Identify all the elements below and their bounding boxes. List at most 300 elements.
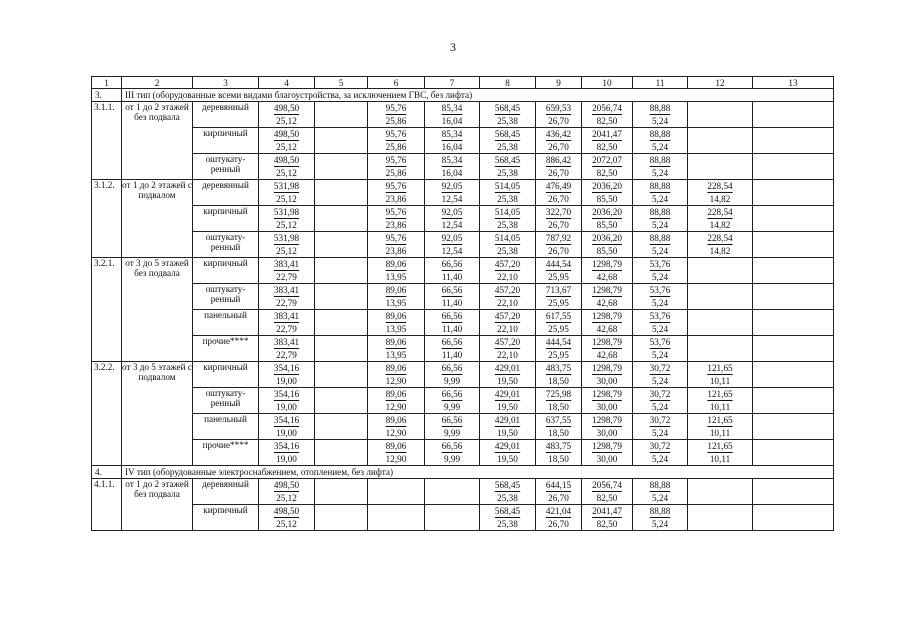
value-cell [259, 388, 315, 414]
value-bottom [368, 518, 424, 530]
value-cell [688, 232, 753, 258]
value-bottom: 13,95 [385, 324, 407, 334]
value-top [315, 362, 367, 375]
value-cell [315, 102, 368, 128]
value-top: 88,88 [649, 103, 671, 113]
wall-material: панельный [193, 414, 259, 440]
value-bottom: 25,38 [497, 493, 518, 503]
value-top [688, 128, 752, 141]
value-cell [315, 232, 368, 258]
value-top [315, 154, 367, 167]
value-top [753, 414, 833, 427]
value-bottom: 25,38 [497, 220, 518, 230]
value-cell [633, 414, 688, 440]
value-cell [633, 258, 688, 284]
value-bottom: 12,54 [441, 246, 463, 256]
value-cell [582, 336, 633, 362]
value-bottom: 23,86 [385, 246, 407, 256]
value-cell [536, 154, 582, 180]
value-top [688, 336, 752, 349]
value-top: 53,76 [649, 311, 671, 321]
value-bottom: 5,24 [651, 454, 669, 464]
value-bottom: 42,68 [596, 272, 618, 282]
value-bottom [688, 297, 752, 309]
value-top [753, 505, 833, 518]
value-cell [536, 388, 582, 414]
value-top: 322,70 [545, 207, 572, 217]
value-cell [480, 180, 536, 206]
table-row [92, 479, 834, 505]
value-bottom: 13,95 [385, 298, 407, 308]
value-cell [633, 310, 688, 336]
value-cell [582, 414, 633, 440]
wall-material: оштукату-ренный [193, 154, 259, 180]
value-top [688, 310, 752, 323]
value-cell [688, 102, 753, 128]
wall-material: кирпичный [193, 362, 259, 388]
value-bottom [753, 375, 833, 387]
value-top: 66,56 [441, 389, 463, 399]
value-bottom: 25,86 [385, 116, 407, 126]
value-bottom: 23,86 [385, 220, 407, 230]
value-top [688, 479, 752, 492]
value-bottom: 85,50 [596, 246, 618, 256]
value-top [753, 154, 833, 167]
value-bottom: 22,10 [497, 324, 518, 334]
value-cell [688, 310, 753, 336]
value-top [315, 440, 367, 453]
value-top: 429,01 [494, 415, 521, 425]
value-bottom [688, 167, 752, 179]
value-top: 429,01 [494, 389, 521, 399]
value-bottom: 25,12 [276, 246, 297, 256]
value-cell [368, 414, 425, 440]
value-bottom: 26,70 [548, 168, 569, 178]
value-cell [259, 362, 315, 388]
value-top: 1298,79 [592, 337, 622, 347]
wall-material: кирпичный [193, 206, 259, 232]
value-bottom [688, 518, 752, 530]
value-bottom: 19,50 [497, 454, 518, 464]
value-top: 88,88 [649, 129, 671, 139]
value-cell [259, 128, 315, 154]
value-bottom: 30,00 [596, 454, 618, 464]
value-top: 30,72 [649, 441, 671, 451]
value-cell [259, 102, 315, 128]
value-cell [753, 180, 834, 206]
value-top: 383,41 [273, 311, 300, 321]
value-bottom: 5,24 [651, 324, 669, 334]
value-bottom [688, 271, 752, 283]
column-number-header: 1 [92, 77, 122, 89]
value-cell [315, 310, 368, 336]
value-cell [753, 505, 834, 531]
value-top: 457,20 [494, 285, 521, 295]
value-bottom: 5,24 [651, 402, 669, 412]
value-top: 498,50 [273, 480, 300, 490]
table-row [92, 154, 834, 180]
value-top: 483,75 [545, 363, 572, 373]
value-bottom [688, 323, 752, 335]
value-cell [753, 128, 834, 154]
value-top: 457,20 [494, 311, 521, 321]
value-cell [688, 388, 753, 414]
value-bottom: 12,90 [385, 428, 407, 438]
value-cell [688, 505, 753, 531]
value-top: 354,16 [273, 415, 300, 425]
value-top: 89,06 [385, 363, 407, 373]
column-number-header: 6 [368, 77, 425, 89]
value-cell [368, 505, 425, 531]
value-top: 713,67 [545, 285, 572, 295]
value-top: 88,88 [649, 480, 671, 490]
value-bottom [315, 401, 367, 413]
value-bottom [315, 193, 367, 205]
value-cell [259, 414, 315, 440]
value-cell [315, 284, 368, 310]
value-top: 644,15 [545, 480, 572, 490]
value-top: 568,45 [494, 129, 521, 139]
value-cell [425, 479, 480, 505]
value-top: 617,55 [545, 311, 572, 321]
value-bottom: 82,50 [596, 142, 618, 152]
value-top [315, 388, 367, 401]
wall-material: деревянный [193, 479, 259, 505]
value-bottom: 25,38 [497, 168, 518, 178]
value-bottom: 26,70 [548, 519, 569, 529]
value-cell [633, 206, 688, 232]
value-top: 2036,20 [592, 233, 622, 243]
value-top: 228,54 [707, 233, 733, 243]
value-bottom: 25,12 [276, 220, 297, 230]
column-number-header: 4 [259, 77, 315, 89]
value-top [688, 258, 752, 271]
value-bottom: 12,90 [385, 454, 407, 464]
value-top: 30,72 [649, 363, 671, 373]
value-bottom: 26,70 [548, 194, 569, 204]
column-number-header: 3 [193, 77, 259, 89]
value-cell [315, 336, 368, 362]
value-bottom [315, 427, 367, 439]
value-bottom: 25,12 [276, 519, 297, 529]
value-bottom: 18,50 [548, 376, 569, 386]
value-bottom: 82,50 [596, 493, 618, 503]
value-top: 66,56 [441, 311, 463, 321]
value-top: 1298,79 [592, 311, 622, 321]
value-bottom: 82,50 [596, 168, 618, 178]
value-top: 514,05 [494, 233, 521, 243]
value-top: 85,34 [441, 103, 463, 113]
value-top: 483,75 [545, 441, 572, 451]
value-cell [633, 388, 688, 414]
value-top: 429,01 [494, 441, 521, 451]
value-cell [753, 284, 834, 310]
value-cell [582, 128, 633, 154]
value-top: 1298,79 [592, 259, 622, 269]
value-cell [633, 180, 688, 206]
value-bottom [315, 375, 367, 387]
value-cell [315, 128, 368, 154]
value-bottom: 10,11 [709, 454, 731, 464]
table-body [92, 77, 834, 531]
value-cell [582, 154, 633, 180]
value-top [753, 310, 833, 323]
table-row [92, 310, 834, 336]
value-bottom: 19,00 [276, 428, 297, 438]
value-cell [315, 414, 368, 440]
value-bottom: 26,70 [548, 142, 569, 152]
value-cell [259, 154, 315, 180]
value-bottom: 12,90 [385, 376, 407, 386]
value-cell [633, 232, 688, 258]
value-top: 88,88 [649, 233, 671, 243]
group-description: от 3 до 5 этажей с подвалом [122, 362, 193, 466]
value-bottom [315, 167, 367, 179]
value-top [425, 479, 479, 492]
wall-material: оштукату-ренный [193, 388, 259, 414]
value-top: 498,50 [273, 129, 300, 139]
value-bottom: 25,12 [276, 493, 297, 503]
wall-material: оштукату-ренный [193, 232, 259, 258]
wall-material: деревянный [193, 102, 259, 128]
value-bottom [753, 323, 833, 335]
value-top [425, 505, 479, 518]
value-cell [480, 154, 536, 180]
value-bottom: 14,82 [709, 246, 731, 256]
column-number-header: 2 [122, 77, 193, 89]
value-top [753, 479, 833, 492]
value-bottom [315, 271, 367, 283]
value-bottom: 30,00 [596, 376, 618, 386]
table-row [92, 102, 834, 128]
value-bottom: 16,04 [441, 168, 463, 178]
table-row [92, 505, 834, 531]
value-cell [368, 232, 425, 258]
value-cell [315, 206, 368, 232]
value-bottom [753, 167, 833, 179]
value-top: 1298,79 [592, 285, 622, 295]
value-top: 787,92 [545, 233, 572, 243]
value-cell [582, 258, 633, 284]
value-top: 514,05 [494, 207, 521, 217]
value-cell [536, 258, 582, 284]
value-top: 2056,74 [592, 103, 622, 113]
table-row [92, 206, 834, 232]
tariff-table [91, 76, 834, 531]
value-top: 66,56 [441, 363, 463, 373]
value-top: 383,41 [273, 337, 300, 347]
value-cell [425, 206, 480, 232]
table-row [92, 232, 834, 258]
section-row [92, 89, 834, 102]
value-top [688, 154, 752, 167]
value-cell [480, 284, 536, 310]
value-bottom: 25,12 [276, 194, 297, 204]
value-bottom: 30,00 [596, 402, 618, 412]
value-top: 88,88 [649, 155, 671, 165]
value-cell [425, 128, 480, 154]
value-top [315, 258, 367, 271]
value-top: 2056,74 [592, 480, 622, 490]
value-bottom: 13,95 [385, 272, 407, 282]
value-bottom: 11,40 [441, 324, 463, 334]
value-top: 725,98 [545, 389, 572, 399]
value-cell [368, 180, 425, 206]
value-bottom [315, 323, 367, 335]
value-cell [753, 310, 834, 336]
value-top: 1298,79 [592, 363, 622, 373]
value-bottom: 25,38 [497, 194, 518, 204]
column-number-header: 12 [688, 77, 753, 89]
value-top: 531,98 [273, 181, 300, 191]
value-cell [536, 128, 582, 154]
value-bottom: 19,00 [276, 402, 297, 412]
value-bottom [753, 401, 833, 413]
value-cell [480, 479, 536, 505]
value-cell [368, 206, 425, 232]
value-top: 2036,20 [592, 181, 622, 191]
value-top: 498,50 [273, 103, 300, 113]
value-top: 531,98 [273, 207, 300, 217]
value-cell [688, 362, 753, 388]
value-bottom: 26,70 [548, 493, 569, 503]
value-top [315, 336, 367, 349]
group-code: 3.1.2. [92, 180, 122, 258]
value-bottom: 85,50 [596, 194, 618, 204]
value-top: 89,06 [385, 441, 407, 451]
value-cell [315, 505, 368, 531]
section-title: IV тип (оборудованные электроснабжением, отоплением, без лифта) [122, 466, 834, 479]
value-top: 92,05 [441, 233, 463, 243]
value-top: 85,34 [441, 129, 463, 139]
value-cell [582, 232, 633, 258]
value-top [315, 102, 367, 115]
value-top: 95,76 [385, 103, 407, 113]
value-cell [536, 310, 582, 336]
value-cell [536, 362, 582, 388]
value-bottom: 85,50 [596, 220, 618, 230]
group-description: от 1 до 2 этажей с подвалом [122, 180, 193, 258]
value-bottom [688, 492, 752, 504]
value-bottom [315, 349, 367, 361]
value-cell [633, 440, 688, 466]
value-top: 66,56 [441, 285, 463, 295]
value-cell [315, 479, 368, 505]
value-bottom: 16,04 [441, 142, 463, 152]
value-top [753, 232, 833, 245]
value-cell [582, 206, 633, 232]
value-top: 354,16 [273, 389, 300, 399]
value-top: 1298,79 [592, 415, 622, 425]
value-top [688, 102, 752, 115]
wall-material: оштукату-ренный [193, 284, 259, 310]
value-bottom [753, 115, 833, 127]
value-cell [425, 440, 480, 466]
value-top: 89,06 [385, 389, 407, 399]
value-top: 95,76 [385, 233, 407, 243]
value-cell [315, 180, 368, 206]
value-cell [425, 232, 480, 258]
wall-material: кирпичный [193, 128, 259, 154]
value-cell [315, 388, 368, 414]
value-cell [582, 479, 633, 505]
value-cell [425, 362, 480, 388]
group-code: 3.1.1. [92, 102, 122, 180]
value-top: 429,01 [494, 363, 521, 373]
value-top: 89,06 [385, 415, 407, 425]
value-top: 30,72 [649, 415, 671, 425]
value-top: 89,06 [385, 259, 407, 269]
table-row [92, 128, 834, 154]
value-bottom: 22,79 [276, 272, 297, 282]
value-bottom: 26,70 [548, 116, 569, 126]
value-cell [480, 128, 536, 154]
value-bottom [315, 245, 367, 257]
value-top: 568,45 [494, 506, 521, 516]
value-cell [753, 232, 834, 258]
value-cell [480, 102, 536, 128]
value-cell [688, 180, 753, 206]
value-cell [480, 505, 536, 531]
value-cell [368, 154, 425, 180]
value-bottom: 22,10 [497, 350, 518, 360]
value-bottom: 19,50 [497, 428, 518, 438]
value-bottom: 42,68 [596, 324, 618, 334]
value-bottom: 23,86 [385, 194, 407, 204]
value-top: 53,76 [649, 285, 671, 295]
value-cell [633, 102, 688, 128]
value-top [753, 102, 833, 115]
value-cell [368, 479, 425, 505]
value-cell [633, 362, 688, 388]
wall-material: деревянный [193, 180, 259, 206]
value-top: 659,53 [545, 103, 572, 113]
value-cell [259, 232, 315, 258]
table-row [92, 336, 834, 362]
value-bottom: 9,99 [443, 428, 461, 438]
value-bottom [753, 193, 833, 205]
value-bottom [425, 518, 479, 530]
value-cell [753, 258, 834, 284]
value-cell [425, 258, 480, 284]
wall-material: прочие**** [193, 336, 259, 362]
value-bottom: 25,38 [497, 142, 518, 152]
value-cell [536, 336, 582, 362]
value-top: 531,98 [273, 233, 300, 243]
value-cell [315, 258, 368, 284]
value-bottom: 25,12 [276, 116, 297, 126]
section-title: III тип (оборудованные всеми видами благоустройства, за исключением ГВС, без лифта) [122, 89, 834, 102]
value-bottom: 25,95 [548, 350, 569, 360]
value-cell [368, 362, 425, 388]
value-cell [582, 180, 633, 206]
value-top: 85,34 [441, 155, 463, 165]
value-bottom: 5,24 [651, 116, 669, 126]
value-top: 89,06 [385, 311, 407, 321]
value-bottom: 22,79 [276, 298, 297, 308]
value-cell [582, 310, 633, 336]
value-bottom [425, 492, 479, 504]
value-cell [633, 284, 688, 310]
value-top: 66,56 [441, 441, 463, 451]
section-number: 4. [92, 466, 122, 479]
value-top: 121,65 [707, 415, 733, 425]
value-top: 2072,07 [592, 155, 622, 165]
value-bottom: 25,38 [497, 116, 518, 126]
value-top: 53,76 [649, 259, 671, 269]
value-top [753, 284, 833, 297]
value-top: 354,16 [273, 441, 300, 451]
